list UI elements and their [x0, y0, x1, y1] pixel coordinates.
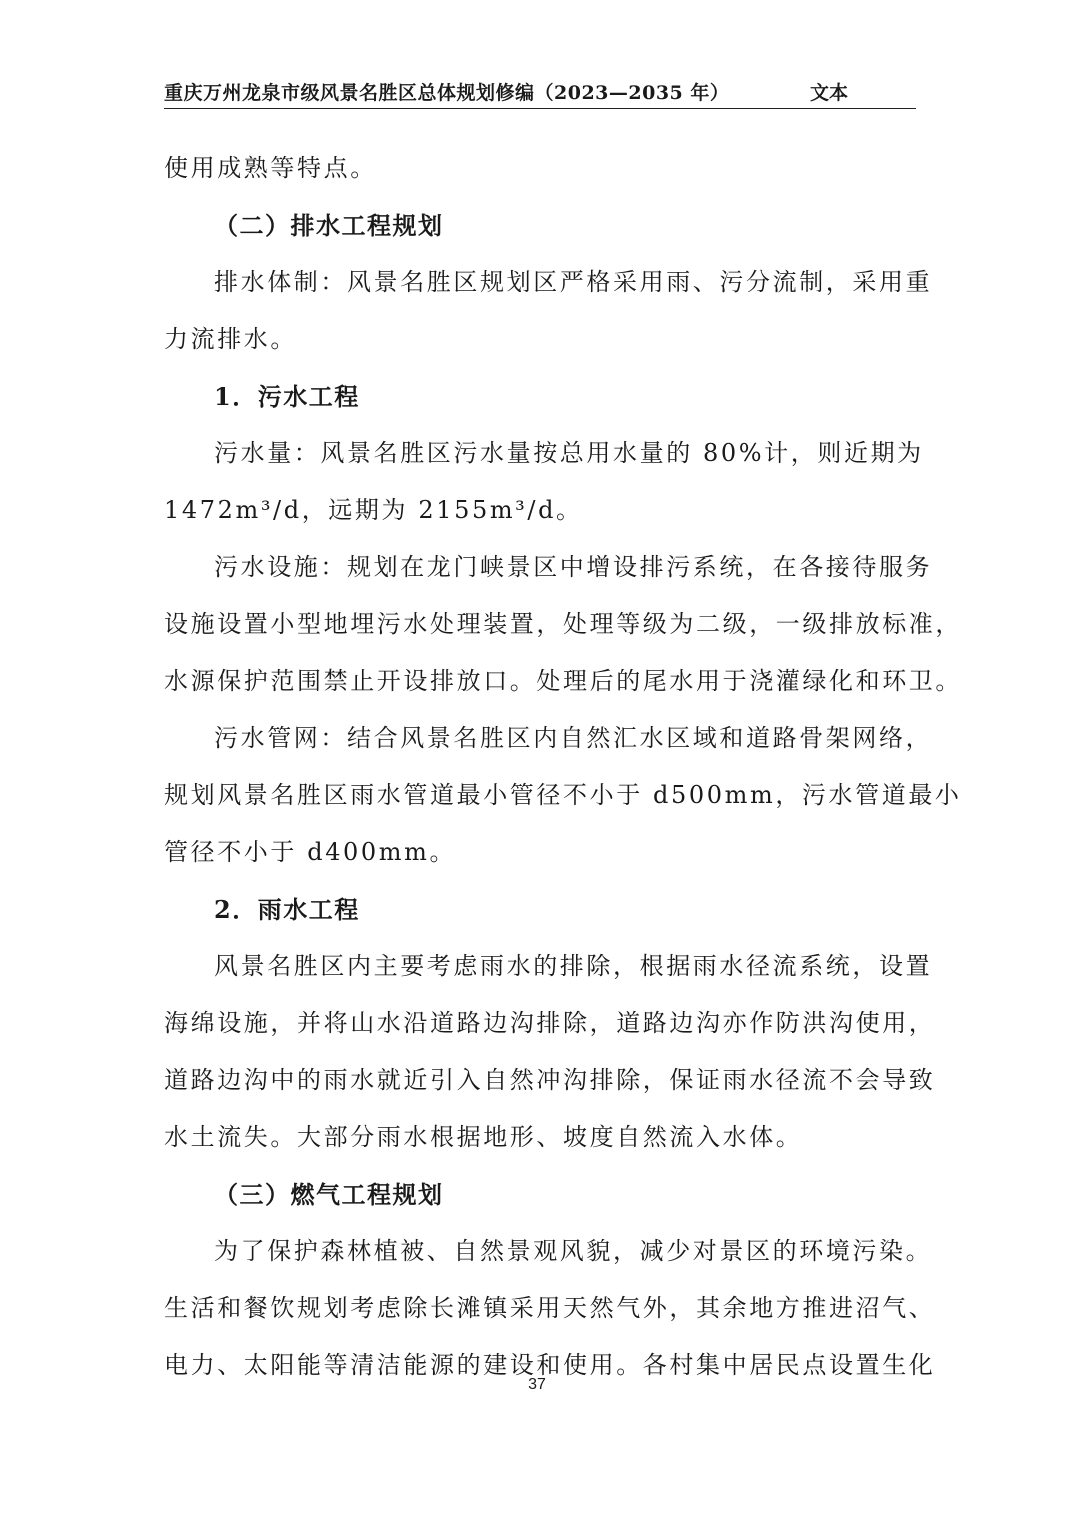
paragraph-line: 1472m³/d，远期为 2155m³/d。 — [164, 496, 583, 524]
paragraph-line: 水源保护范围禁止开设排放口。处理后的尾水用于浇灌绿化和环卫。 — [164, 667, 962, 695]
paragraph-line: 管径不小于 d400mm。 — [164, 838, 457, 866]
section-heading-drainage: （二）排水工程规划 — [214, 211, 444, 240]
paragraph-line: 使用成熟等特点。 — [164, 154, 377, 182]
paragraph-line: 设施设置小型地埋污水处理装置，处理等级为二级，一级排放标准， — [164, 610, 962, 638]
paragraph-line: 排水体制：风景名胜区规划区严格采用雨、污分流制，采用重 — [214, 268, 933, 296]
paragraph-line: 规划风景名胜区雨水管道最小管径不小于 d500mm，污水管道最小 — [164, 781, 962, 809]
subsection-heading-rainwater: 2．雨水工程 — [214, 895, 360, 924]
page-header — [164, 76, 916, 109]
document-type-label: 文本 — [810, 82, 849, 104]
paragraph-line: 海绵设施，并将山水沿道路边沟排除，道路边沟亦作防洪沟使用， — [164, 1009, 936, 1037]
document-body — [164, 140, 962, 1394]
subsection-heading-sewage: 1．污水工程 — [214, 382, 360, 411]
page-number: 37 — [528, 1376, 546, 1393]
paragraph-line: 风景名胜区内主要考虑雨水的排除，根据雨水径流系统，设置 — [214, 952, 933, 980]
paragraph-line: 电力、太阳能等清洁能源的建设和使用。各村集中居民点设置生化 — [164, 1351, 936, 1379]
section-heading-gas: （三）燃气工程规划 — [214, 1180, 444, 1209]
paragraph-line: 生活和餐饮规划考虑除长滩镇采用天然气外，其余地方推进沼气、 — [164, 1294, 936, 1322]
paragraph-line: 污水管网：结合风景名胜区内自然汇水区域和道路骨架网络， — [214, 724, 933, 752]
paragraph-line: 为了保护森林植被、自然景观风貌，减少对景区的环境污染。 — [214, 1237, 933, 1265]
paragraph-line: 道路边沟中的雨水就近引入自然冲沟排除，保证雨水径流不会导致 — [164, 1066, 936, 1094]
paragraph-line: 污水量：风景名胜区污水量按总用水量的 80%计，则近期为 — [214, 439, 924, 467]
paragraph-line: 力流排水。 — [164, 325, 297, 353]
paragraph-line: 水土流失。大部分雨水根据地形、坡度自然流入水体。 — [164, 1123, 803, 1151]
paragraph-line: 污水设施：规划在龙门峡景区中增设排污系统，在各接待服务 — [214, 553, 933, 581]
document-title: 重庆万州龙泉市级风景名胜区总体规划修编（2023—2035 年） — [164, 82, 730, 104]
